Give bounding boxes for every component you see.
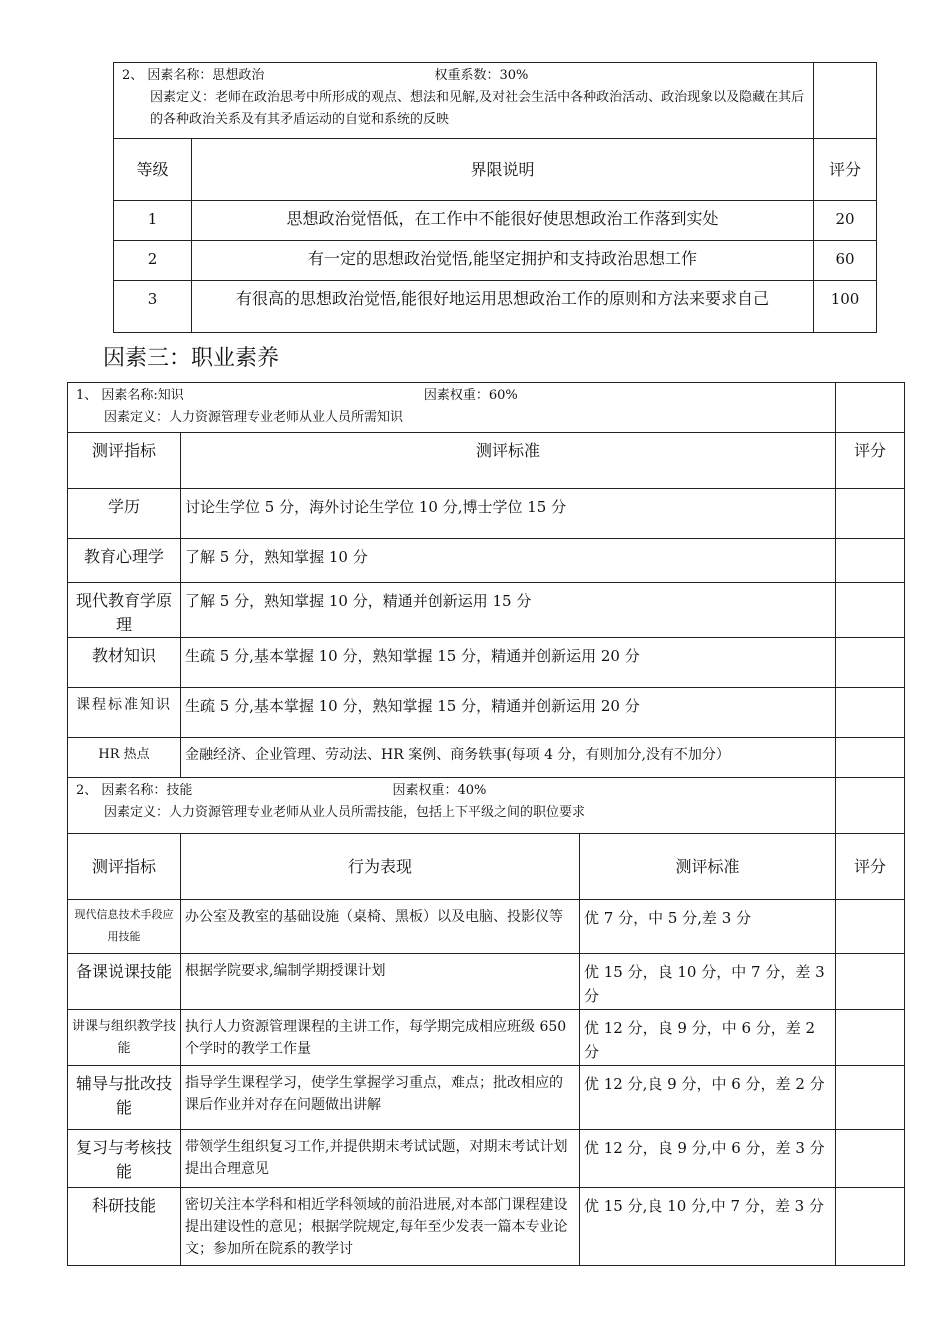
score-cell [836, 1010, 905, 1066]
factor-definition: 因素定义：人力资源管理专业老师从业人员所需技能，包括上下平级之间的职位要求 [104, 805, 586, 820]
indicator-cell: 科研技能 [68, 1188, 181, 1266]
table-row [68, 1130, 905, 1188]
level-cell: 3 [114, 281, 192, 333]
factor-definition: 因素定义：老师在政治思考中所形成的观点、想法和见解,及对社会生活中各种政治活动、政治现象以及隐藏在其后的各种政治关系及有其矛盾运动的自觉和系统的反映 [150, 90, 805, 127]
factor-name: 因素名称:知识 [101, 388, 184, 403]
indicator-cell: 课程标准知识 [68, 688, 181, 738]
behavior-cell: 根据学院要求,编制学期授课计划 [181, 954, 580, 1010]
header-score-blank [814, 63, 877, 139]
score-cell [836, 539, 905, 583]
standard-cell: 优 15 分,良 10 分,中 7 分，差 3 分 [580, 1188, 836, 1266]
indicator-cell: 讲课与组织教学技能 [68, 1010, 181, 1066]
section-title: 因素三：职业素养 [103, 346, 280, 371]
behavior-cell: 执行人力资源管理课程的主讲工作，每学期完成相应班级 650 个学时的教学工作量 [181, 1010, 580, 1066]
behavior-cell: 带领学生组织复习工作,并提供期末考试试题，对期末考试计划提出合理意见 [181, 1130, 580, 1188]
table-row [68, 954, 905, 1010]
col-header-score: 评分 [814, 139, 877, 201]
col-header-standard: 测评标准 [580, 834, 836, 900]
factor-number: 2、 [76, 783, 98, 798]
level-cell: 2 [114, 241, 192, 281]
behavior-cell: 指导学生课程学习，使学生掌握学习重点，难点；批改相应的课后作业并对存在问题做出讲解 [181, 1066, 580, 1130]
col-header-score: 评分 [836, 834, 905, 900]
knowledge-factor-header [68, 383, 836, 433]
score-cell: 100 [814, 281, 877, 333]
political-factor-header [114, 63, 814, 139]
header-score-blank [836, 383, 905, 433]
standard-cell: 优 12 分，良 9 分，中 6 分，差 2 分 [580, 1010, 836, 1066]
table-row [68, 1066, 905, 1130]
standard-cell: 了解 5 分，熟知掌握 10 分，精通并创新运用 15 分 [181, 583, 836, 638]
factor-number: 2、 [122, 68, 144, 83]
factor-definition: 因素定义：人力资源管理专业老师从业人员所需知识 [104, 410, 404, 425]
score-cell [836, 638, 905, 688]
col-header-description: 界限说明 [192, 139, 814, 201]
standard-cell: 优 7 分，中 5 分,差 3 分 [580, 900, 836, 954]
skills-factor-header [68, 778, 836, 834]
standard-cell: 优 12 分,良 9 分，中 6 分，差 2 分 [580, 1066, 836, 1130]
behavior-cell: 密切关注本学科和相近学科领域的前沿进展,对本部门课程建设提出建设性的意见；根据学院规定,每年至少发表一篇本专业论文；参加所在院系的教学讨 [181, 1188, 580, 1266]
standard-cell: 讨论生学位 5 分，海外讨论生学位 10 分,博士学位 15 分 [181, 489, 836, 539]
table-row [68, 1188, 905, 1266]
factor-name: 因素名称：思想政治 [147, 68, 265, 83]
indicator-cell: 教育心理学 [68, 539, 181, 583]
table-row [68, 900, 905, 954]
standard-cell: 了解 5 分，熟知掌握 10 分 [181, 539, 836, 583]
score-cell [836, 738, 905, 778]
indicator-cell: 辅导与批改技能 [68, 1066, 181, 1130]
indicator-cell: 备课说课技能 [68, 954, 181, 1010]
col-header-score: 评分 [836, 433, 905, 489]
table-row [114, 281, 877, 333]
col-header-behavior: 行为表现 [181, 834, 580, 900]
factor-weight: 因素权重：40% [392, 783, 487, 798]
level-cell: 1 [114, 201, 192, 241]
factor-name: 因素名称：技能 [101, 783, 193, 798]
standard-cell: 生疏 5 分,基本掌握 10 分，熟知掌握 15 分，精通并创新运用 20 分 [181, 638, 836, 688]
standard-cell: 优 12 分，良 9 分,中 6 分，差 3 分 [580, 1130, 836, 1188]
description-cell: 有很高的思想政治觉悟,能很好地运用思想政治工作的原则和方法来要求自己 [192, 281, 814, 333]
score-cell [836, 688, 905, 738]
table-row [68, 738, 905, 778]
description-cell: 有一定的思想政治觉悟,能坚定拥护和支持政治思想工作 [192, 241, 814, 281]
header-score-blank [836, 778, 905, 834]
table-row [68, 539, 905, 583]
table-row [114, 241, 877, 281]
table-row [68, 1010, 905, 1066]
behavior-cell: 办公室及教室的基础设施（桌椅、黑板）以及电脑、投影仪等 [181, 900, 580, 954]
table-row [114, 201, 877, 241]
standard-cell: 金融经济、企业管理、劳动法、HR 案例、商务轶事(每项 4 分，有则加分,没有不加分） [181, 738, 836, 778]
score-cell [836, 954, 905, 1010]
standard-cell: 生疏 5 分,基本掌握 10 分，熟知掌握 15 分，精通并创新运用 20 分 [181, 688, 836, 738]
factor-weight: 因素权重：60% [423, 388, 518, 403]
indicator-cell: 复习与考核技能 [68, 1130, 181, 1188]
col-header-indicator: 测评指标 [68, 834, 181, 900]
score-cell [836, 900, 905, 954]
table-row [68, 489, 905, 539]
score-cell [836, 1188, 905, 1266]
score-cell [836, 1066, 905, 1130]
political-factor-table [113, 62, 877, 333]
score-cell [836, 583, 905, 638]
table-row [68, 638, 905, 688]
indicator-cell: HR 热点 [68, 738, 181, 778]
factor-number: 1、 [76, 388, 98, 403]
professional-quality-table [67, 382, 905, 1266]
table-row [68, 688, 905, 738]
score-cell [836, 1130, 905, 1188]
indicator-cell: 现代信息技术手段应用技能 [68, 900, 181, 954]
factor-weight: 权重系数：30% [434, 68, 529, 83]
standard-cell: 优 15 分，良 10 分，中 7 分，差 3 分 [580, 954, 836, 1010]
indicator-cell: 教材知识 [68, 638, 181, 688]
score-cell: 60 [814, 241, 877, 281]
col-header-standard: 测评标准 [181, 433, 836, 489]
col-header-indicator: 测评指标 [68, 433, 181, 489]
score-cell [836, 489, 905, 539]
indicator-cell: 学历 [68, 489, 181, 539]
description-cell: 思想政治觉悟低，在工作中不能很好使思想政治工作落到实处 [192, 201, 814, 241]
score-cell: 20 [814, 201, 877, 241]
col-header-level: 等级 [114, 139, 192, 201]
table-row [68, 583, 905, 638]
indicator-cell: 现代教育学原理 [68, 583, 181, 638]
